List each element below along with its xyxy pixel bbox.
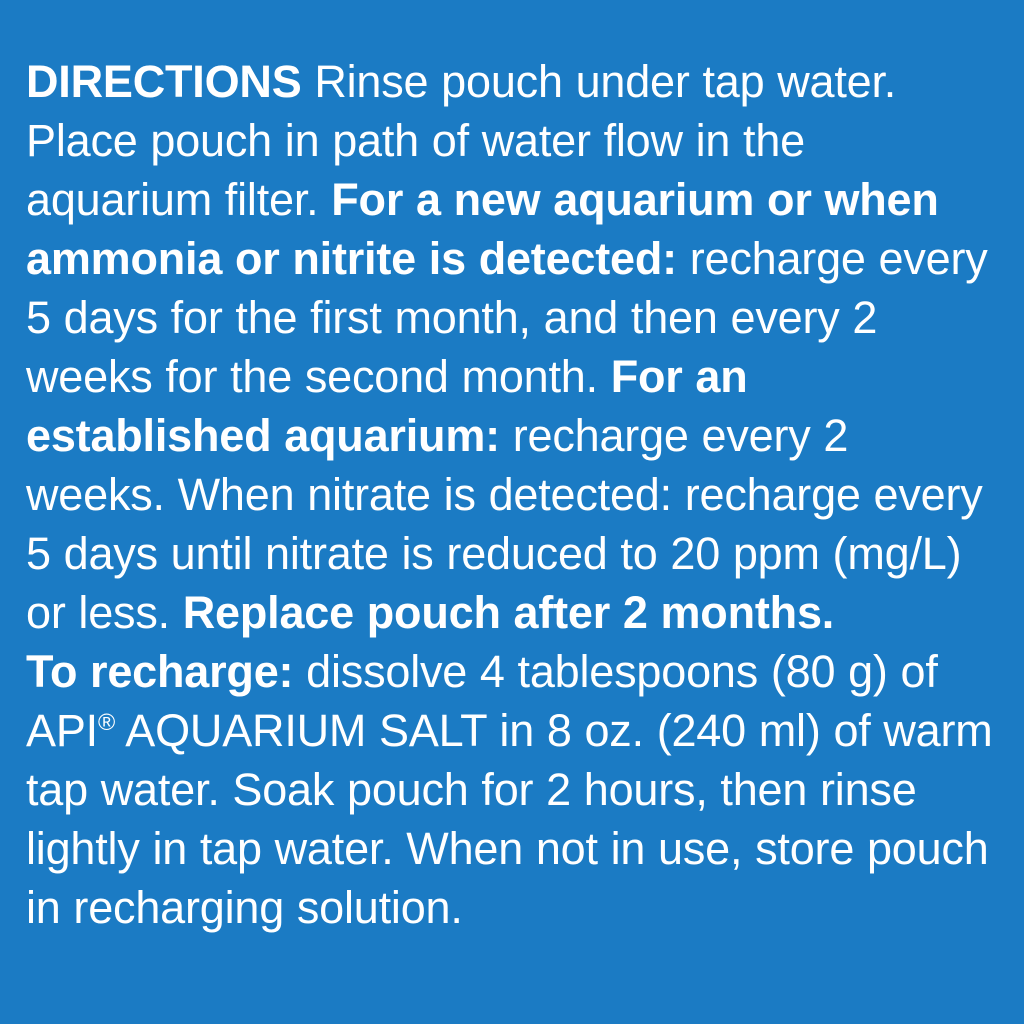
directions-heading: DIRECTIONS [26,56,302,107]
recharge-text-before-mark: dissolve 4 tablespoons (80 g) of API [26,646,938,756]
new-aquarium-body-text: recharge every 5 days for the first month, and then every 2 weeks for the second month. [26,233,988,402]
recharge-text-after-mark: AQUARIUM SALT in 8 oz. (240 ml) of warm tap water. Soak pouch for 2 hours, then rinse lightly in tap water. When not in use, store pouch in recharging solution. [26,705,993,933]
replace-pouch-bold-text: Replace pouch after 2 months. [182,587,835,638]
directions-intro-text: Rinse pouch under tap water. Place pouch in path of water flow in the aquarium filter. [26,56,897,225]
new-aquarium-bold-text: For a new aquarium or when ammonia or nitrite is detected: [26,174,939,284]
established-aquarium-bold-text: For an established aquarium: [26,351,748,461]
registered-trademark-icon: ® [97,709,115,735]
to-recharge-label: To recharge: [26,646,294,697]
directions-text-block [26,52,998,937]
established-aquarium-body-text: recharge every 2 weeks. When nitrate is detected: recharge every 5 days until nitrate is reduced to 20 ppm (mg/L) or less. [26,410,983,638]
